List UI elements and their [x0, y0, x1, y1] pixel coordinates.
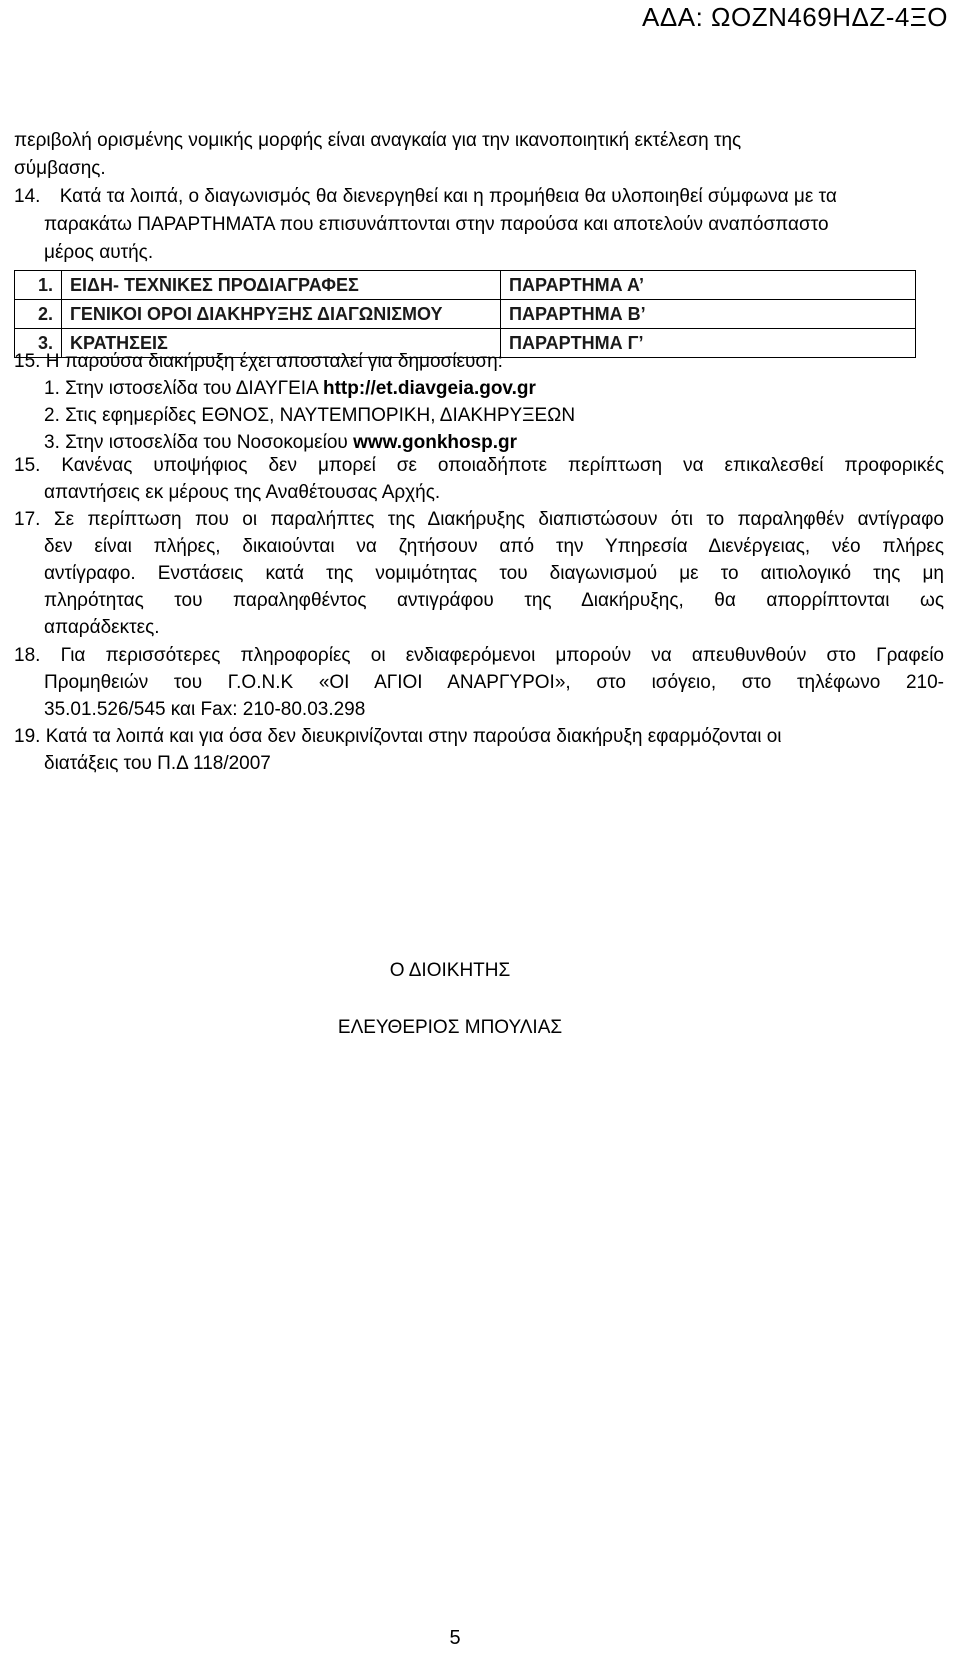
annex-label: ΠΑΡΑΡΤΗΜΑ Β’ [501, 300, 916, 329]
paragraph-19 [14, 723, 944, 777]
paragraph-14-number: 14. [14, 186, 41, 207]
paragraph-line: Προμηθειών του Γ.Ο.Ν.Κ «ΟΙ ΑΓΙΟΙ ΑΝΑΡΓΥΡΟΙ», στο ισόγειο, στο τηλέφωνο 210- [44, 672, 944, 693]
paragraph-line: 18. Για περισσότερες πληροφορίες οι ενδιαφερόμενοι μπορούν να απευθυνθούν στο Γραφείο [14, 645, 944, 666]
list-item-text: 1. Στην ιστοσελίδα του ΔΙΑΥΓΕΙΑ [44, 378, 323, 399]
signature-name: ΕΛΕΥΘΕΡΙΟΣ ΜΠΟΥΛΙΑΣ [337, 1017, 563, 1038]
paragraph-15-oral [14, 452, 944, 506]
list-item-text: 3. Στην ιστοσελίδα του Νοσοκομείου [44, 432, 354, 453]
paragraph-line: 19. Κατά τα λοιπά και για όσα δεν διευκρινίζονται στην παρούσα διακήρυξη εφαρμόζονται οι [14, 726, 782, 747]
paragraph-line: 15. Κανένας υποψήφιος δεν μπορεί σε οποιαδήποτε περίπτωση να επικαλεσθεί προφορικές [14, 455, 944, 476]
intro-line: σύμβασης. [14, 158, 106, 179]
annex-label: ΠΑΡΑΡΤΗΜΑ Α’ [501, 271, 916, 300]
list-item: 2. Στις εφημερίδες ΕΘΝΟΣ, ΝΑΥΤΕΜΠΟΡΙΚΗ, ΔΙΑΚΗΡΥΞΕΩΝ [44, 405, 576, 426]
list-item [14, 375, 944, 402]
page-number: 5 [449, 1627, 461, 1649]
paragraph-14-line: παρακάτω ΠΑΡΑΡΤΗΜΑΤΑ που επισυνάπτονται στην παρούσα και αποτελούν αναπόσπαστο [44, 214, 829, 235]
diavgeia-link[interactable]: http://et.diavgeia.gov.gr [322, 378, 536, 399]
intro-line: περιβολή ορισμένης νομικής μορφής είναι αναγκαία για την ικανοποιητική εκτέλεση της [14, 130, 742, 151]
annex-number: 2. [15, 300, 62, 329]
paragraph-line: απαντήσεις εκ μέρους της Αναθέτουσας Αρχής. [44, 482, 441, 503]
paragraph-line: 35.01.526/545 και Fax: 210-80.03.298 [44, 699, 366, 720]
paragraph-line: απαράδεκτες. [44, 617, 160, 638]
annex-number: 3. [15, 329, 62, 358]
annex-name: ΕΙΔΗ- ΤΕΧΝΙΚΕΣ ΠΡΟΔΙΑΓΡΑΦΕΣ [62, 271, 501, 300]
paragraph-line: αντίγραφο. Ενστάσεις κατά της νομιμότητας του διαγωνισμού με το αιτιολογικό της μη [44, 563, 944, 584]
annex-table [14, 270, 916, 358]
signature-title: Ο ΔΙΟΙΚΗΤΗΣ [389, 960, 511, 981]
paragraph-line: δεν είναι πλήρες, δικαιούνται να ζητήσουν από την Υπηρεσία Διενέργειας, νέο πλήρες [44, 536, 944, 557]
ada-code: ΑΔΑ: ΩΟΖΝ469ΗΔΖ-4ΞΟ [642, 2, 948, 32]
paragraph-line: διατάξεις του Π.Δ 118/2007 [44, 753, 271, 774]
annex-number: 1. [15, 271, 62, 300]
paragraph-14-text: Κατά τα λοιπά, ο διαγωνισμός θα διενεργηθεί και η προμήθεια θα υλοποιηθεί σύμφωνα με τα [59, 186, 837, 207]
annex-label: ΠΑΡΑΡΤΗΜΑ Γ’ [501, 329, 916, 358]
paragraph-line: πληρότητας του παραληφθέντος αντιγράφου της Διακήρυξης, θα απορρίπτονται ως [44, 590, 944, 611]
paragraph-18 [14, 642, 944, 723]
annex-name: ΓΕΝΙΚΟΙ ΟΡΟΙ ΔΙΑΚΗΡΥΞΗΣ ΔΙΑΓΩΝΙΣΜΟΥ [62, 300, 501, 329]
hospital-website-link[interactable]: www.gonkhosp.gr [353, 432, 518, 453]
paragraph-15-publication [14, 348, 944, 456]
table-row [15, 271, 916, 300]
table-row [15, 300, 916, 329]
paragraph-line: 17. Σε περίπτωση που οι παραλήπτες της Διακήρυξης διαπιστώσουν ότι το παραληφθέν αντίγραφο [14, 509, 944, 530]
paragraph-14-line: μέρος αυτής. [44, 242, 154, 263]
paragraph-17 [14, 506, 944, 641]
paragraph-line: 15. Η παρούσα διακήρυξη έχει αποσταλεί για δημοσίευση: [14, 351, 503, 372]
annex-name: ΚΡΑΤΗΣΕΙΣ [62, 329, 501, 358]
intro-section [14, 127, 946, 267]
paragraph-14-line [14, 183, 946, 211]
